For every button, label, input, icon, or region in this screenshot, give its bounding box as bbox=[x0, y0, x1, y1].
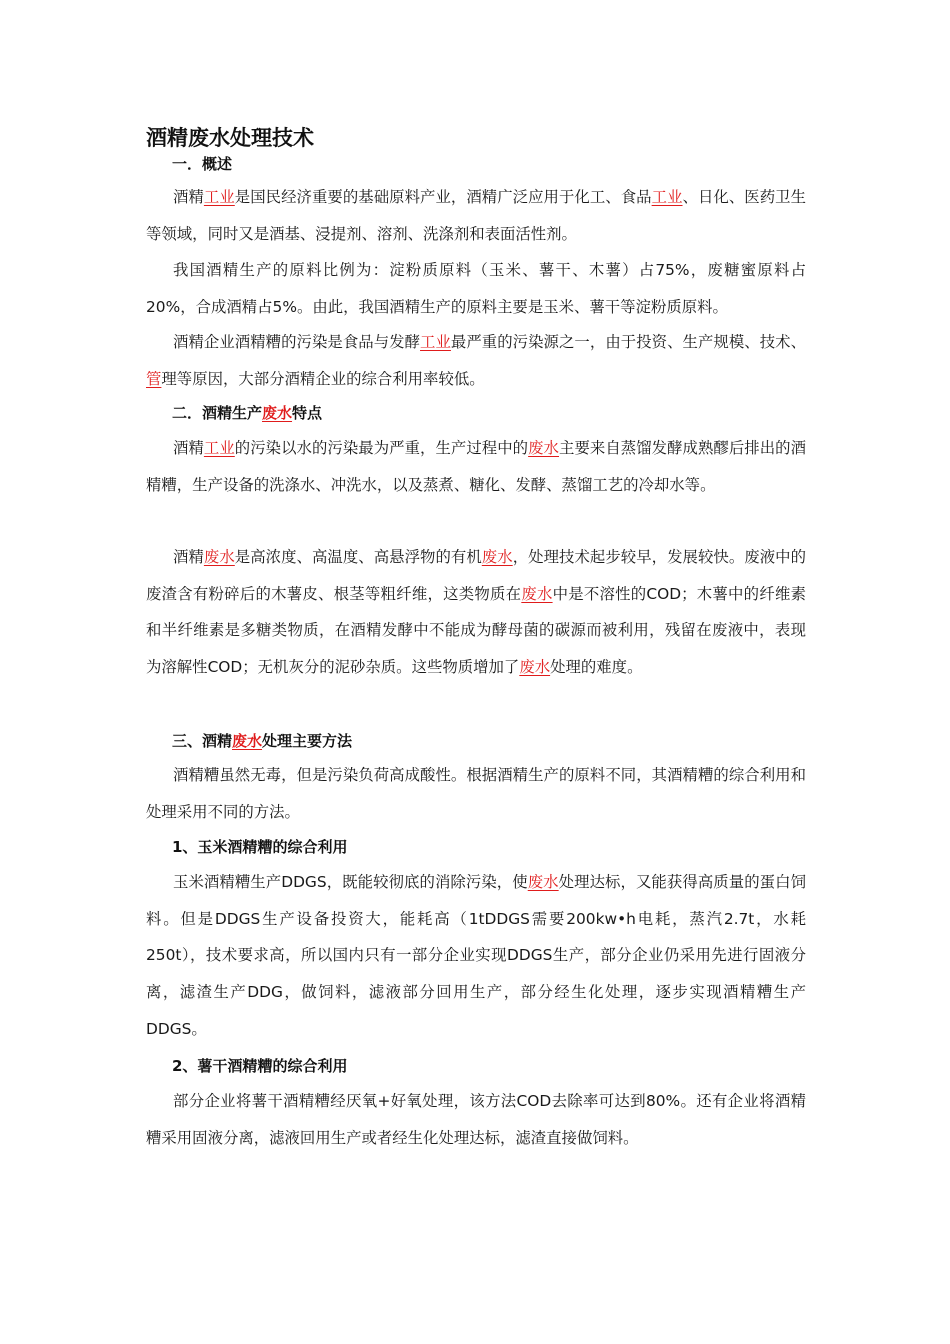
heading-text: 处理主要方法 bbox=[262, 732, 353, 750]
keyword-link[interactable]: 废水 bbox=[528, 439, 559, 457]
text-run: 中是不溶性的COD；木薯中的纤维素和半纤维素是多糖类物质，在酒精发酵中不能成为酵母菌的碳源而被利用，残留在废液中，表现为溶解性COD；无机灰分的泥砂杂质。这些物质增加了 bbox=[146, 584, 806, 677]
keyword-link[interactable]: 废水 bbox=[521, 584, 553, 603]
keyword-link[interactable]: 废水 bbox=[519, 658, 551, 677]
heading-text: 特点 bbox=[292, 404, 323, 422]
text-run: 是高浓度、高温度、高悬浮物的有机 bbox=[234, 548, 482, 566]
text-run: 玉米酒精糟生产DDGS，既能较彻底的消除污染，使 bbox=[173, 873, 528, 891]
text-run: 处理达标，又能获得高质量的蛋白饲料。但是DDGS生产设备投资大，能耗高（1tDDGS需要200kw•h电耗，蒸汽2.7t，水耗250t），技术要求高，所以国内只有一部分企业实现DDGS生产，部分企业仍采用先进行固液分离，滤渣生产DDG，做饲料，滤液部分回用生产，部分经生化处理，逐步实现酒精糟生产DDGS。 bbox=[146, 873, 806, 1038]
text-run: 理等原因，大部分酒精企业的综合利用率较低。 bbox=[161, 369, 485, 388]
keyword-link[interactable]: 工业 bbox=[651, 188, 683, 206]
document-title: 酒精废水处理技术 bbox=[146, 126, 314, 150]
keyword-link[interactable]: 管 bbox=[146, 369, 162, 388]
paragraph bbox=[146, 179, 806, 252]
text-run: 酒精企业酒精糟的污染是食品与发酵 bbox=[173, 333, 421, 351]
text-run: 酒精 bbox=[173, 548, 204, 566]
text-run: 最严重的污染源之一，由于投资、生产规模、技术、 bbox=[450, 333, 806, 351]
subsection-heading-corn: 1、玉米酒精糟的综合利用 bbox=[172, 838, 348, 856]
section-heading-features bbox=[172, 400, 822, 426]
text-run: 酒精 bbox=[173, 188, 204, 206]
keyword-link[interactable]: 废水 bbox=[481, 548, 513, 566]
paragraph bbox=[146, 864, 806, 1048]
text-run: 、日化、医药卫生等领域，同时又是酒基、浸提剂、溶剂、洗涤剂和表面活性剂。 bbox=[146, 188, 806, 243]
keyword-link[interactable]: 工业 bbox=[420, 333, 451, 351]
paragraph: 部分企业将薯干酒精糟经厌氧+好氧处理，该方法COD去除率可达到80%。还有企业将酒精糟采用固液分离，滤液回用生产或者经生化处理达标，滤渣直接做饲料。 bbox=[146, 1092, 806, 1147]
text-run: 是国民经济重要的基础原料产业，酒精广泛应用于化工、食品 bbox=[234, 188, 652, 206]
paragraph bbox=[146, 430, 806, 503]
subsection-heading-sweet-potato: 2、薯干酒精糟的综合利用 bbox=[172, 1057, 348, 1075]
keyword-link[interactable]: 工业 bbox=[203, 188, 235, 206]
text-run: 主要来自蒸馏发酵成熟醪后排出的酒精糟，生产设备的洗涤水、冲洗水，以及蒸煮、糖化、发酵、蒸馏工艺的冷却水等。 bbox=[146, 439, 806, 494]
keyword-link[interactable]: 废水 bbox=[232, 732, 263, 750]
heading-text: 三、酒精 bbox=[172, 732, 233, 750]
text-run: 处理的难度。 bbox=[550, 658, 643, 677]
text-run: 酒精 bbox=[173, 439, 204, 457]
section-heading-methods bbox=[172, 728, 822, 754]
section-heading-overview: 一．概述 bbox=[172, 155, 233, 173]
keyword-link[interactable]: 废水 bbox=[527, 873, 559, 891]
text-run: 的污染以水的污染最为严重，生产过程中的 bbox=[234, 439, 529, 457]
keyword-link[interactable]: 废水 bbox=[203, 548, 235, 566]
keyword-link[interactable]: 废水 bbox=[262, 404, 293, 422]
paragraph: 酒精糟虽然无毒，但是污染负荷高成酸性。根据酒精生产的原料不同，其酒精糟的综合利用和处理采用不同的方法。 bbox=[146, 766, 806, 821]
paragraph bbox=[146, 324, 806, 397]
text-run: ，处理技术起步较早，发展较快。废液中的废渣含有粉碎后的木薯皮、根茎等粗纤维，这类物质在 bbox=[146, 548, 806, 603]
paragraph bbox=[146, 539, 806, 686]
heading-text: 二．酒精生产 bbox=[172, 404, 263, 422]
paragraph: 我国酒精生产的原料比例为：淀粉质原料（玉米、薯干、木薯）占75%，废糖蜜原料占20%，合成酒精占5%。由此，我国酒精生产的原料主要是玉米、薯干等淀粉质原料。 bbox=[146, 261, 806, 316]
keyword-link[interactable]: 工业 bbox=[203, 439, 235, 457]
